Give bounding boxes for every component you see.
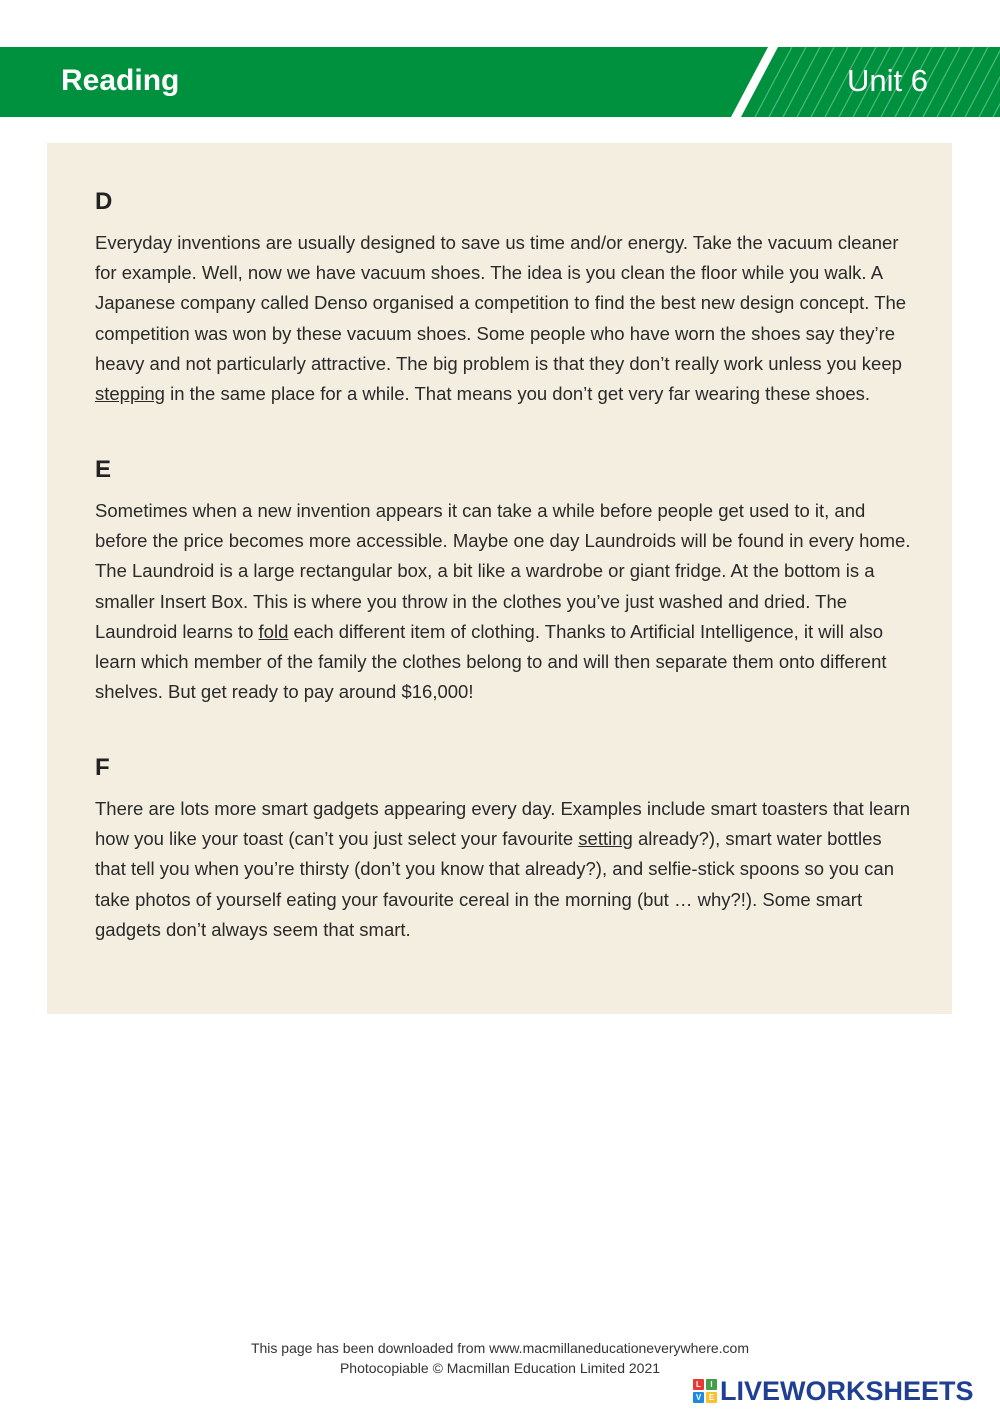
- logo-letter: V: [693, 1392, 704, 1403]
- underlined-word-fold: fold: [258, 620, 289, 642]
- section-text-f: There are lots more smart gadgets appearing every day. Examples include smart toasters that learn how you like your toast (can’t you just select your favourite setting already?), smart water bottles that tell you when you’re thirsty (don’t you know that already?), and selfie-stick spoons so you can take photos of yourself eating your favourite cereal in the morning (but … why?!). Some smart gadgets don’t always seem that smart.: [95, 798, 911, 940]
- logo-text: LIVEWORKSHEETS: [720, 1376, 974, 1406]
- section-text-d: Everyday inventions are usually designed to save us time and/or energy. Take the vacuum cleaner for example. Well, now we have vacuum shoes. The idea is you clean the floor while you walk. A Japanese company called Denso organised a competition to find the best new design concept. The competition was won by these vacuum shoes. Some people who have worn the shoes say they’re heavy and not particularly attractive. The big problem is that they don’t really work unless you keep stepping in the same place for a while. That means you don’t get very far wearing these shoes.: [95, 232, 907, 405]
- unit-label: Unit 6: [847, 63, 928, 98]
- liveworksheets-logo: [693, 1377, 974, 1405]
- section-text-e: Sometimes when a new invention appears it can take a while before people get used to it, and before the price becomes more accessible. Maybe one day Laundroids will be found in every home. The Laundroid is a large rectangular box, a bit like a wardrobe or giant fridge. At the bottom is a smaller Insert Box. This is where you throw in the clothes you’ve just washed and dried. The Laundroid learns to fold each different item of clothing. Thanks to Artificial Intelligence, it will also learn which member of the family the clothes belong to and will then separate them onto different shelves. But get ready to pay around $16,000!: [95, 500, 911, 703]
- reading-passage-box: [47, 143, 952, 1014]
- logo-grid-icon: [693, 1379, 717, 1403]
- header-bar: [0, 47, 1000, 117]
- underlined-word-setting: setting: [578, 828, 633, 850]
- section-letter-f: F: [95, 754, 110, 781]
- footer-download-note: This page has been downloaded from www.macmillaneducationeverywhere.com: [250, 1340, 750, 1356]
- footer-copyright: Photocopiable © Macmillan Education Limited 2021: [339, 1360, 661, 1376]
- logo-letter: E: [706, 1392, 717, 1403]
- section-letter-d: D: [95, 188, 113, 215]
- section-letter-e: E: [95, 456, 112, 483]
- logo-letter: L: [693, 1379, 704, 1390]
- logo-letter: I: [706, 1379, 717, 1390]
- underlined-word-stepping: stepping: [95, 383, 165, 405]
- page-title: Reading: [61, 64, 180, 97]
